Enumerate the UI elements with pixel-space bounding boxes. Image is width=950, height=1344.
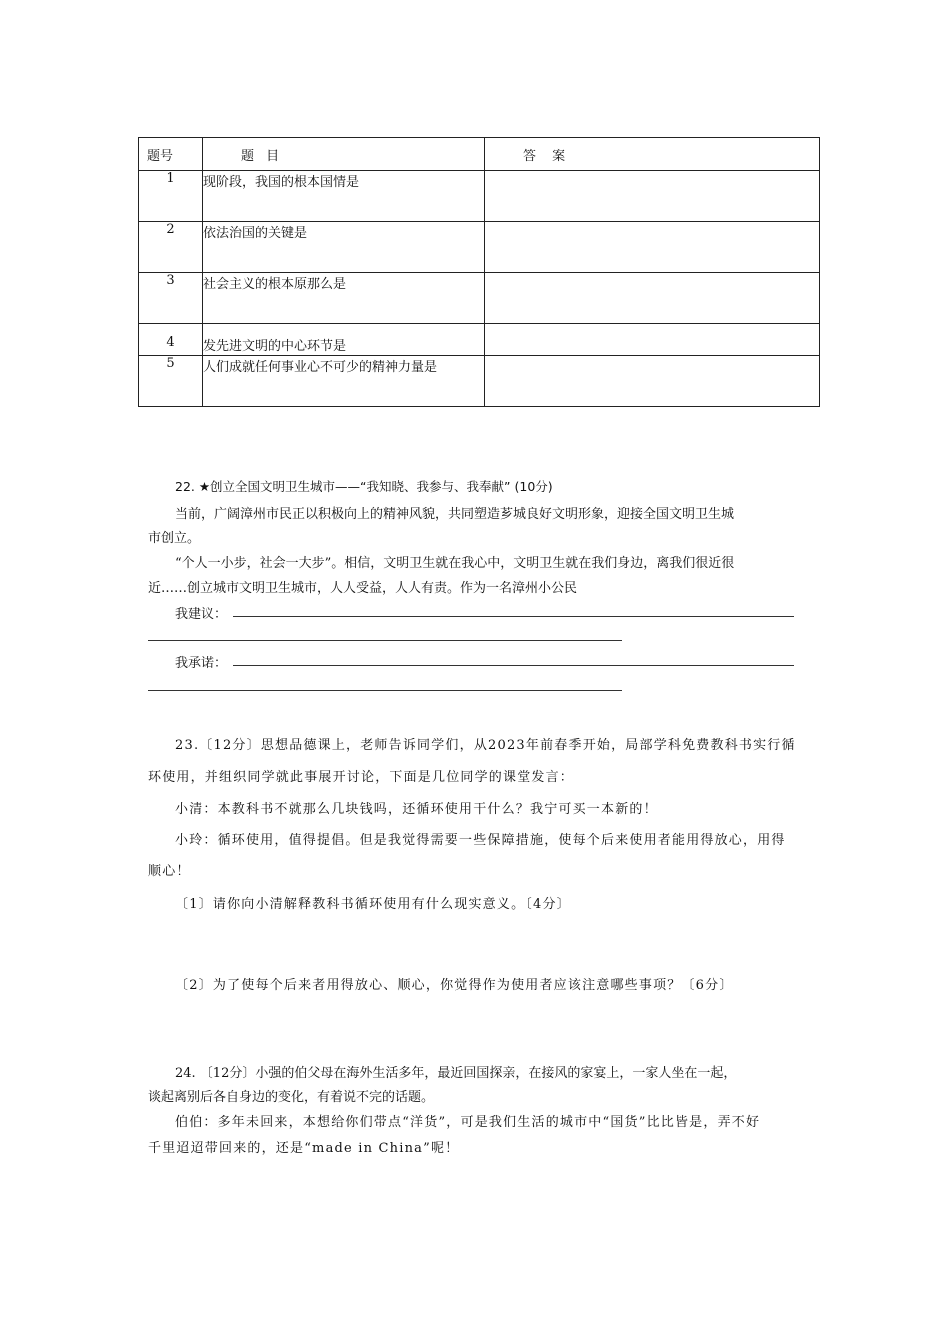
header-question: 题 目 bbox=[203, 138, 485, 171]
header-number: 题号 bbox=[139, 138, 203, 171]
answer-table bbox=[138, 137, 820, 407]
promise-answer-line[interactable] bbox=[233, 665, 794, 666]
q24-intro-line2: 谈起离别后各自身边的变化，有着说不完的话题。 bbox=[148, 1090, 435, 1105]
table-row bbox=[139, 356, 820, 407]
row-answer-cell[interactable] bbox=[485, 273, 820, 324]
q23-xiaoling-line2: 顺心！ bbox=[148, 864, 191, 879]
row-answer-cell[interactable] bbox=[485, 324, 820, 356]
row-number: 4 bbox=[139, 324, 203, 356]
q22-paragraph2-line1: “个人一小步，社会一大步”。相信，文明卫生就在我心中，文明卫生就在我们身边，离我们很近很 bbox=[175, 556, 735, 571]
suggest-answer-line-2[interactable] bbox=[148, 640, 622, 641]
suggest-label: 我建议： bbox=[175, 607, 228, 622]
q22-title: 22. ★创立全国文明卫生城市——“我知晓、我参与、我奉献” (10分) bbox=[175, 479, 553, 494]
q22-paragraph1-line2: 市创立。 bbox=[148, 531, 201, 546]
row-answer-cell[interactable] bbox=[485, 222, 820, 273]
q24-bobo-line1: 伯伯：多年未回来，本想给你们带点“洋货”，可是我们生活的城市中“国货”比比皆是，弄不好 bbox=[175, 1115, 761, 1130]
q23-xiaoqing: 小清：本教科书不就那么几块钱吗，还循环使用干什么？我宁可买一本新的！ bbox=[175, 802, 658, 817]
q23-subquestion-1: 〔1〕请你向小清解释教科书循环使用有什么现实意义。〔4分〕 bbox=[175, 897, 571, 912]
row-answer-cell[interactable] bbox=[485, 356, 820, 407]
row-answer-cell[interactable] bbox=[485, 171, 820, 222]
suggest-answer-line[interactable] bbox=[233, 616, 794, 617]
table-row bbox=[139, 171, 820, 222]
q22-paragraph1-line1: 当前，广阔漳州市民正以积极向上的精神风貌，共同塑造芗城良好文明形象，迎接全国文明卫生城 bbox=[175, 507, 735, 522]
table-header-row bbox=[139, 138, 820, 171]
row-question: 人们成就任何事业心不可少的精神力量是 bbox=[203, 356, 485, 407]
q24-intro-line1: 24. 〔12分〕小强的伯父母在海外生活多年，最近回国探亲，在接风的家宴上，一家人坐在一起， bbox=[175, 1066, 737, 1081]
q23-xiaoling-line1: 小玲：循环使用，值得提倡。但是我觉得需要一些保障措施，使每个后来使用者能用得放心，用得 bbox=[175, 833, 786, 848]
q23-intro-line1: 23.〔12分〕思想品德课上，老师告诉同学们，从2023年前春季开始，局部学科免费教科书实行循 bbox=[175, 738, 796, 753]
table-row bbox=[139, 324, 820, 356]
q23-subquestion-2: 〔2〕为了使每个后来者用得放心、顺心，你觉得作为使用者应该注意哪些事项？〔6分〕 bbox=[175, 978, 734, 993]
row-question: 发先进文明的中心环节是 bbox=[203, 324, 485, 356]
row-question: 依法治国的关键是 bbox=[203, 222, 485, 273]
row-question: 现阶段，我国的根本国情是 bbox=[203, 171, 485, 222]
header-answer: 答 案 bbox=[485, 138, 820, 171]
row-number: 5 bbox=[139, 356, 203, 407]
q24-bobo-line2: 千里迢迢带回来的，还是“made in China”呢！ bbox=[148, 1141, 460, 1156]
q22-paragraph2-line2: 近……创立城市文明卫生城市，人人受益，人人有责。作为一名漳州小公民 bbox=[148, 581, 578, 596]
row-number: 2 bbox=[139, 222, 203, 273]
promise-label: 我承诺： bbox=[175, 656, 228, 671]
row-number: 3 bbox=[139, 273, 203, 324]
table-row bbox=[139, 273, 820, 324]
q23-intro-line2: 环使用，并组织同学就此事展开讨论，下面是几位同学的课堂发言： bbox=[148, 770, 575, 785]
promise-answer-line-2[interactable] bbox=[148, 690, 622, 691]
row-question: 社会主义的根本原那么是 bbox=[203, 273, 485, 324]
row-number: 1 bbox=[139, 171, 203, 222]
table-row bbox=[139, 222, 820, 273]
